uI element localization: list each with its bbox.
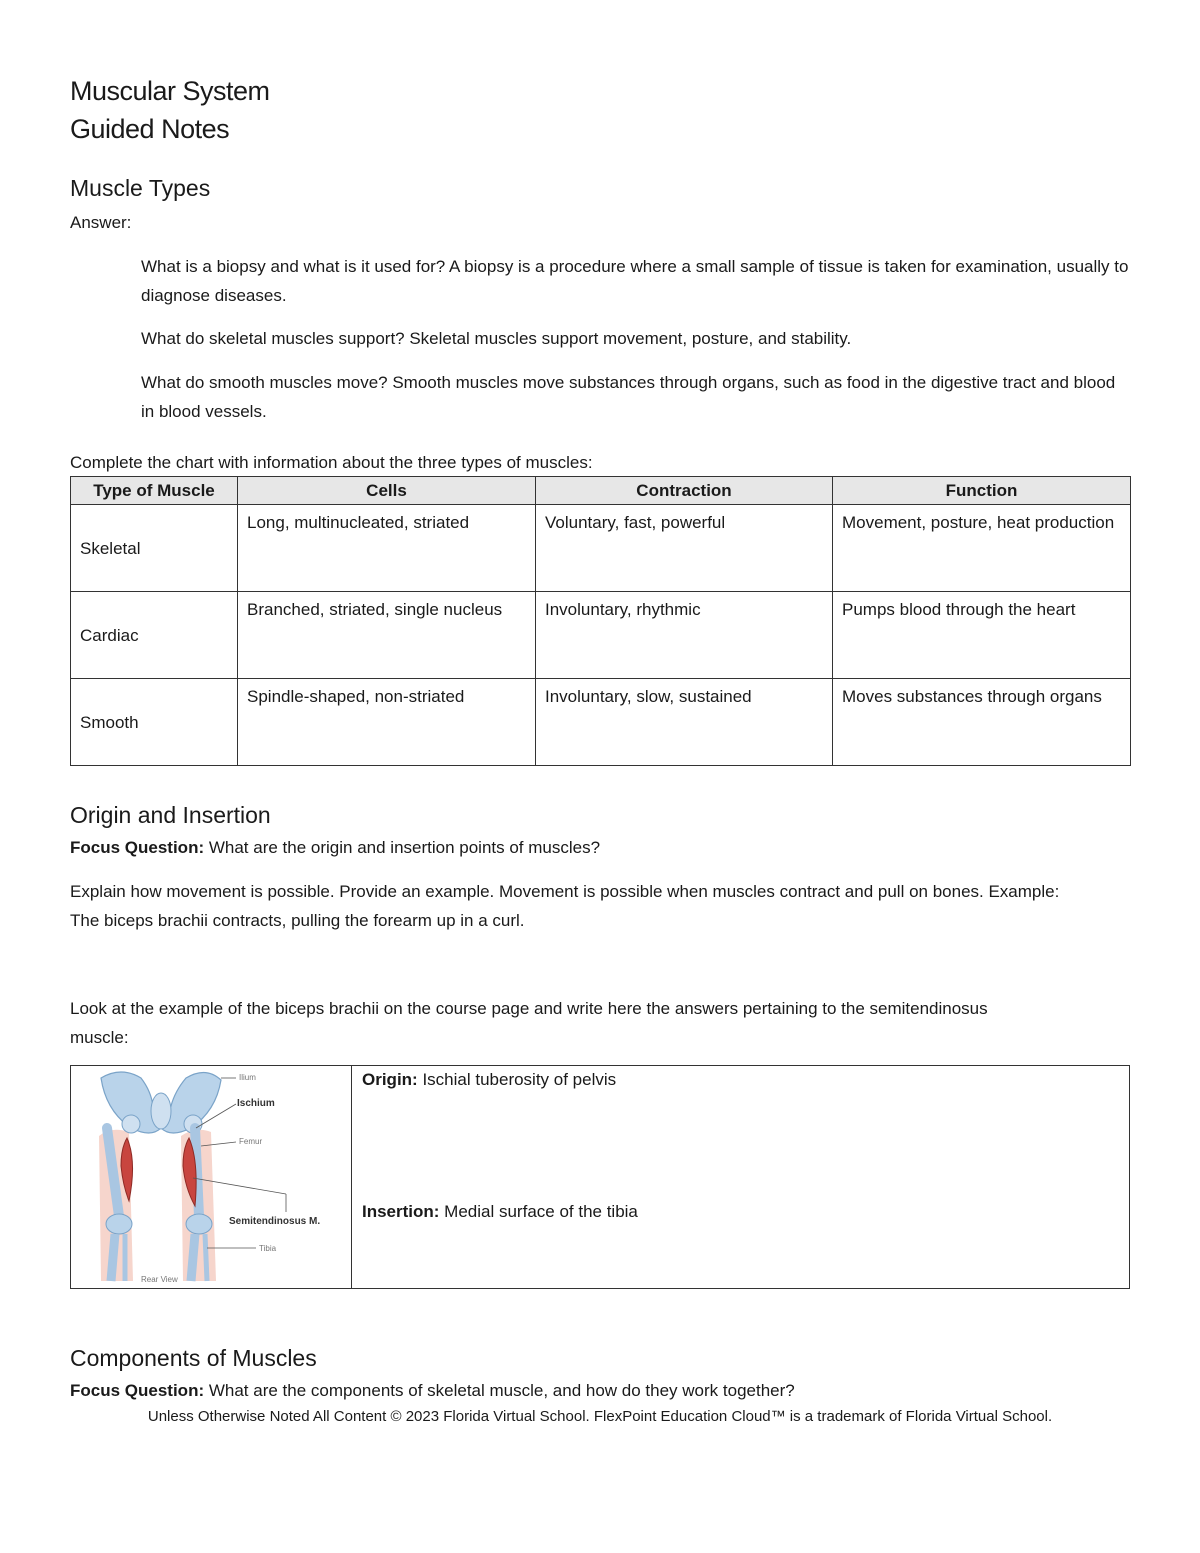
label-ilium: Ilium xyxy=(239,1073,256,1082)
focus-text: What are the origin and insertion points of muscles? xyxy=(204,838,601,857)
insertion-answer xyxy=(362,1202,638,1222)
table-row xyxy=(71,592,1131,679)
origin-label: Origin: xyxy=(362,1070,418,1089)
explain-movement: Explain how movement is possible. Provide an example. Movement is possible when muscles contract and pull on bones. Example: The biceps brachii contracts, pulling the forearm up in a curl. xyxy=(70,882,1060,930)
footer-copyright: Unless Otherwise Noted All Content © 2023 Florida Virtual School. FlexPoint Education Cloud™ is a trademark of Florida Virtual School. xyxy=(147,1408,1053,1425)
cell-contraction: Involuntary, rhythmic xyxy=(536,592,833,679)
cell-cells: Long, multinucleated, striated xyxy=(238,505,536,592)
cell-function: Moves substances through organs xyxy=(833,679,1131,766)
table-row xyxy=(71,505,1131,592)
cell-type: Cardiac xyxy=(71,592,238,679)
table-header-row xyxy=(71,477,1131,505)
answer-label: Answer: xyxy=(70,213,132,232)
section-heading-muscle-types: Muscle Types xyxy=(70,175,211,201)
label-tibia: Tibia xyxy=(259,1244,277,1253)
doc-title: Muscular System xyxy=(70,76,270,106)
cell-cells: Spindle-shaped, non-striated xyxy=(238,679,536,766)
header-cells: Cells xyxy=(238,477,536,505)
origin-text: Ischial tuberosity of pelvis xyxy=(417,1070,617,1089)
focus-text: What are the components of skeletal muscle, and how do they work together? xyxy=(204,1381,795,1400)
chart-intro: Complete the chart with information about the three types of muscles: xyxy=(70,453,593,472)
insertion-label: Insertion: xyxy=(362,1202,440,1221)
semitendinosus-illustration xyxy=(71,1066,352,1288)
origin-answer xyxy=(362,1070,616,1090)
qa-biopsy: What is a biopsy and what is it used for? A biopsy is a procedure where a small sample of tissue is taken for examination, usually to diagnose diseases. xyxy=(141,257,1129,305)
qa-smooth: What do smooth muscles move? Smooth muscles move substances through organs, such as food in the digestive tract and blood in blood vessels. xyxy=(141,373,1116,421)
header-contraction: Contraction xyxy=(536,477,833,505)
pelvis-leg-diagram xyxy=(71,1066,351,1288)
label-rear-view: Rear View xyxy=(141,1275,178,1284)
look-instructions: Look at the example of the biceps brachii on the course page and write here the answers pertaining to the semitendinosus muscle: xyxy=(70,999,988,1047)
cell-type: Smooth xyxy=(71,679,238,766)
cell-contraction: Voluntary, fast, powerful xyxy=(536,505,833,592)
origin-insertion-table xyxy=(70,1065,1130,1289)
label-semitendinosus: Semitendinosus M. xyxy=(229,1216,321,1227)
header-type: Type of Muscle xyxy=(71,477,238,505)
table-row xyxy=(71,679,1131,766)
cell-type: Skeletal xyxy=(71,505,238,592)
cell-cells: Branched, striated, single nucleus xyxy=(238,592,536,679)
label-ischium: Ischium xyxy=(237,1098,275,1109)
cell-contraction: Involuntary, slow, sustained xyxy=(536,679,833,766)
focus-question-components xyxy=(70,1376,1110,1405)
section-heading-components: Components of Muscles xyxy=(70,1345,317,1371)
header-function: Function xyxy=(833,477,1131,505)
insertion-text: Medial surface of the tibia xyxy=(439,1202,638,1221)
muscle-types-table xyxy=(70,476,1131,766)
focus-label: Focus Question: xyxy=(70,838,205,857)
focus-label: Focus Question: xyxy=(70,1381,205,1400)
cell-function: Movement, posture, heat production xyxy=(833,505,1131,592)
focus-question-origin xyxy=(70,833,1110,862)
cell-function: Pumps blood through the heart xyxy=(833,592,1131,679)
doc-subtitle: Guided Notes xyxy=(70,114,230,144)
section-heading-origin-insertion: Origin and Insertion xyxy=(70,802,271,828)
label-femur: Femur xyxy=(239,1137,263,1146)
qa-skeletal: What do skeletal muscles support? Skeletal muscles support movement, posture, and stability. xyxy=(141,329,852,348)
